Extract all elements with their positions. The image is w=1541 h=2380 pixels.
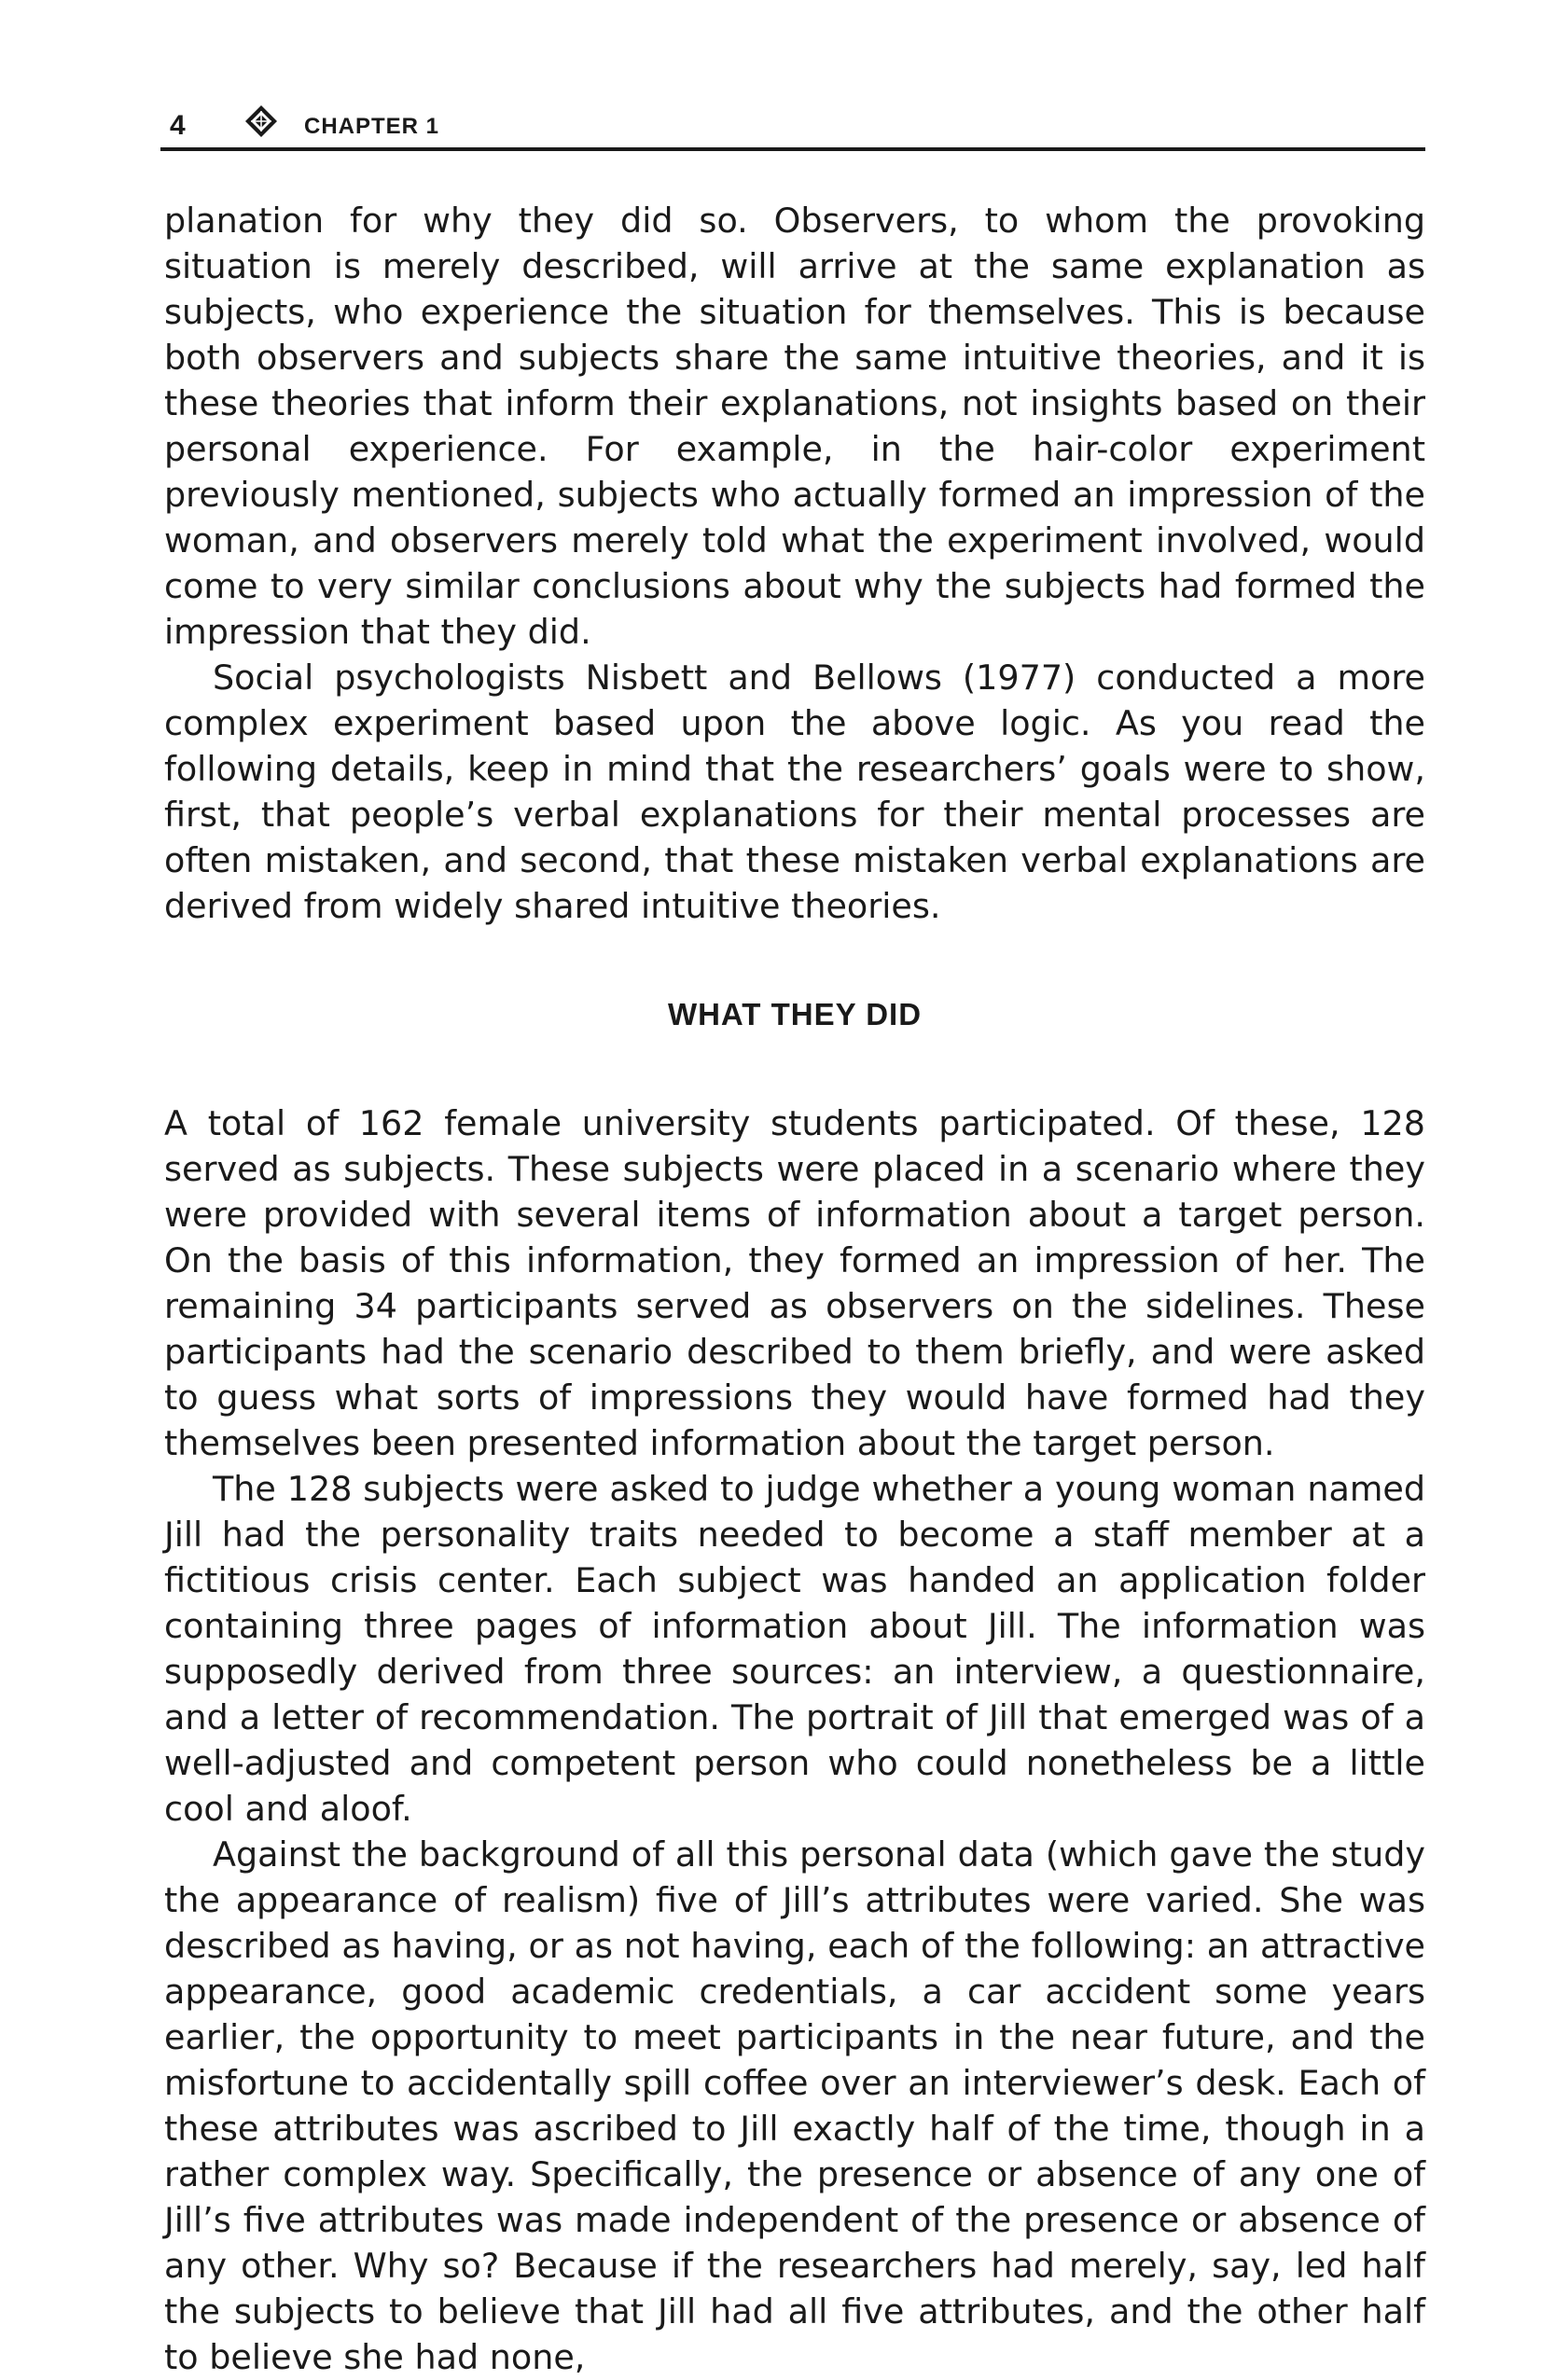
chapter-label: CHAPTER 1: [304, 114, 440, 139]
paragraph: A total of 162 female university students participated. Of these, 128 served as subjects. These subjects were placed in a scenario where they were provided with several items of information about a target person. On the basis of this information, they formed an impression of her. The remaining 34 participants served as observers on the sidelines. These participants had the scenario described to them briefly, and were asked to guess what sorts of impressions they would have formed had they themselves been presented information about the target person.: [164, 1103, 1425, 1463]
section-heading: WHAT THEY DID: [667, 997, 923, 1031]
paragraph: Against the background of all this personal data (which gave the study the appearance of realism) five of Jill’s attributes were varied. She was described as having, or as not having, each of the following: an attractive appearance, good academic credentials, a car accident some years earlier, the opportunity to meet participants in the near future, and the misfortune to accidentally spill coffee over an interviewer’s desk. Each of these attributes was ascribed to Jill exactly half of the time, though in a rather complex way. Specifically, the presence or absence of any one of Jill’s five attributes was made independent of the presence or absence of any other. Why so? Because if the researchers had merely, say, led half the subjects to believe that Jill had all five attributes, and the other half to believe she had none,: [164, 1834, 1425, 2377]
running-header: [160, 101, 1425, 151]
paragraph: Social psychologists Nisbett and Bellows (1977) conducted a more complex experiment based upon the above logic. As you read the following details, keep in mind that the researchers’ goals were to show, first, that people’s verbal explanations for their mental processes are often mistaken, and second, that these mistaken verbal explanations are derived from widely shared intuitive theories.: [164, 657, 1425, 926]
paragraph: planation for why they did so. Observers, to whom the provoking situation is merely described, will arrive at the same explanation as subjects, who experience the situation for themselves. This is because both observers and subjects share the same intuitive theories, and it is these theories that inform their explanations, not insights based on their personal experience. For example, in the hair-color experiment previously mentioned, subjects who actually formed an impression of the woman, and observers merely told what the experiment involved, would come to very similar conclusions about why the subjects had formed the impression that they did.: [164, 201, 1425, 652]
diamond-ornament-icon: [244, 104, 278, 138]
paragraph: The 128 subjects were asked to judge whether a young woman named Jill had the personality traits needed to become a staff member at a fictitious crisis center. Each subject was handed an application folder containing three pages of information about Jill. The information was supposedly derived from three sources: an interview, a questionnaire, and a letter of recommendation. The portrait of Jill that emerged was of a well-adjusted and competent person who could nonetheless be a little cool and aloof.: [164, 1469, 1425, 1829]
page-number: 4: [170, 110, 186, 141]
body-text: [164, 198, 1425, 2380]
